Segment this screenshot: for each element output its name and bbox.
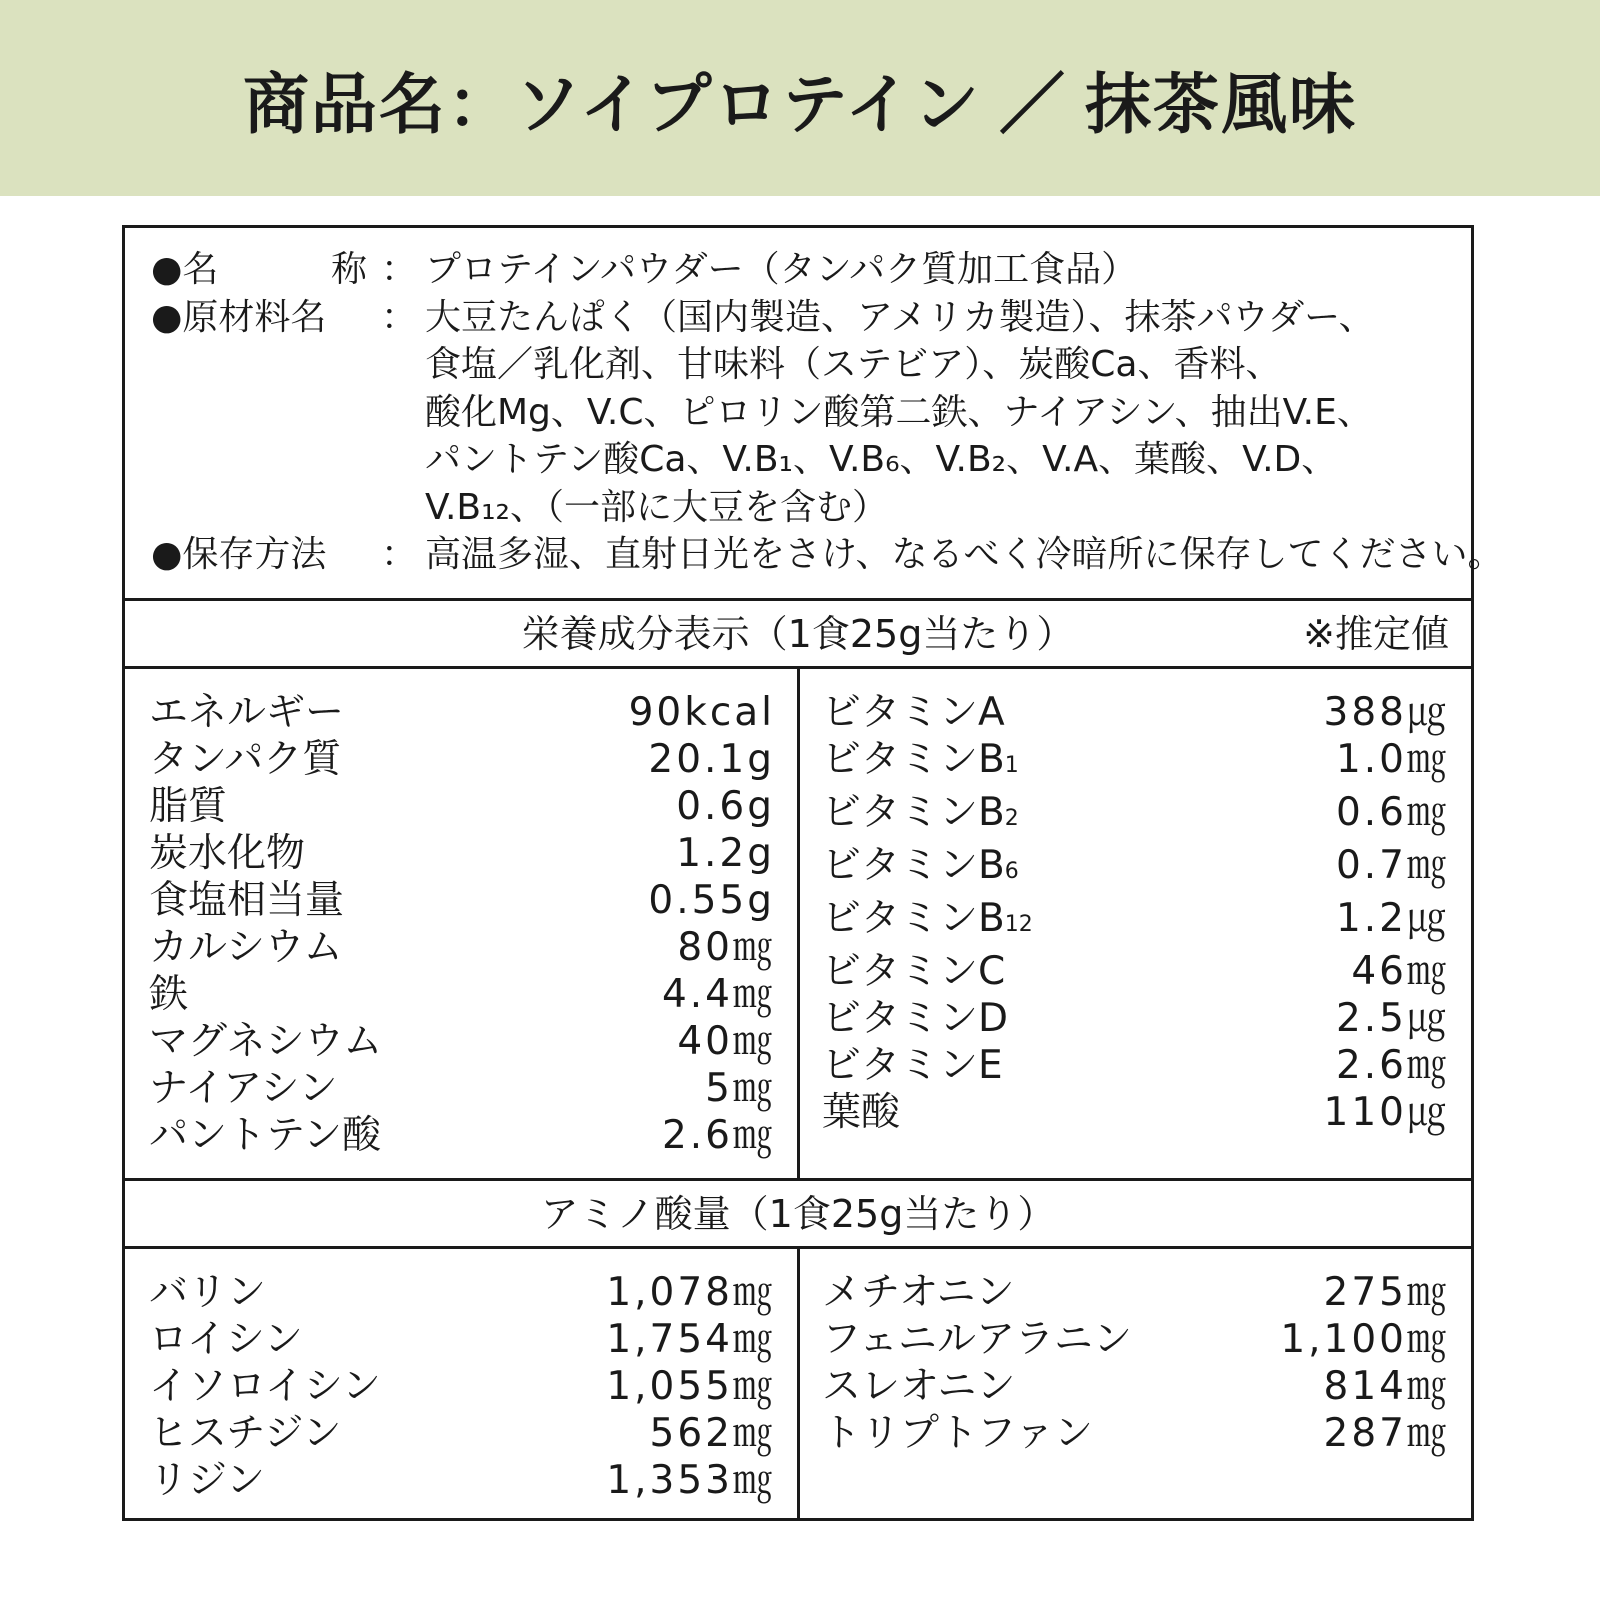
- row-value: 2.6㎎: [1335, 1043, 1449, 1088]
- table-row: [149, 689, 775, 736]
- row-label-text: マグネシウム: [149, 1019, 383, 1064]
- row-label: [149, 689, 344, 736]
- amino-column-right: [800, 1249, 1471, 1518]
- amino-column-left: [125, 1249, 800, 1518]
- row-label-text: 葉酸: [822, 1090, 901, 1135]
- row-label-text: イソロイシン: [149, 1364, 381, 1409]
- row-value: 2.6㎎: [661, 1113, 775, 1158]
- row-value: 1,055㎎: [606, 1364, 775, 1409]
- row-label: [149, 1363, 381, 1410]
- row-label: [822, 895, 1033, 948]
- row-label: [149, 1410, 341, 1457]
- row-value: 0.7㎎: [1335, 843, 1449, 888]
- table-row: [149, 736, 775, 783]
- table-row: [149, 877, 775, 924]
- row-value: 1.0㎎: [1335, 737, 1449, 782]
- table-row: [149, 1065, 775, 1112]
- row-value: 275㎎: [1323, 1270, 1449, 1315]
- table-row: [822, 1363, 1449, 1410]
- row-label-text: タンパク質: [149, 737, 342, 782]
- amino-header: [125, 1181, 1471, 1249]
- row-value: 1.2㎍: [1335, 896, 1449, 941]
- amino-title: アミノ酸量（1食25g当たり）: [540, 1192, 1056, 1236]
- row-value: 1,353㎎: [606, 1458, 775, 1503]
- row-value: 46㎎: [1351, 949, 1449, 994]
- row-label-text: ビタミンE: [822, 1043, 1003, 1088]
- row-value: 5㎎: [705, 1066, 775, 1111]
- row-label: [149, 1112, 381, 1159]
- info-colon: ：: [381, 249, 418, 290]
- nutrition-note: ※推定値: [1303, 612, 1449, 656]
- row-label: [822, 842, 1019, 895]
- row-label: [822, 689, 1005, 736]
- row-value: 1,078㎎: [606, 1270, 775, 1315]
- info-key-storage: [151, 531, 381, 579]
- row-label: [149, 1269, 266, 1316]
- table-row: [149, 1316, 775, 1363]
- row-label: [149, 830, 305, 877]
- ingredients-line: パントテン酸Ca、V.B₁、V.B₆、V.B₂、V.A、葉酸、V.D、: [425, 439, 1338, 480]
- row-value: 0.6㎎: [1335, 790, 1449, 835]
- row-label-text: メチオニン: [822, 1270, 1015, 1315]
- table-row: [149, 783, 775, 830]
- row-label-text: ビタミンC: [822, 949, 1006, 994]
- table-row: [149, 924, 775, 971]
- row-label: [149, 924, 343, 971]
- row-label: [822, 948, 1005, 995]
- row-value: 1.2g: [676, 831, 775, 876]
- row-label-text: バリン: [149, 1270, 267, 1315]
- row-label-text: フェニルアラニン: [822, 1317, 1133, 1362]
- info-key-storage-label: ●保存方法: [151, 534, 327, 575]
- info-value-storage: 高温多湿、直射日光をさけ、なるべく冷暗所に保存してください。: [425, 534, 1504, 575]
- info-value-ingredients: [425, 294, 1375, 532]
- row-value: 1,754㎎: [606, 1317, 775, 1362]
- row-label: [149, 1018, 382, 1065]
- info-colon: ：: [381, 296, 418, 338]
- row-label-subscript: 2: [1004, 806, 1019, 831]
- nutrition-column-right: [800, 669, 1471, 1181]
- table-row: [822, 1269, 1449, 1316]
- row-value: 40㎎: [677, 1019, 775, 1064]
- info-key-name: [151, 246, 381, 294]
- row-label-text: リジン: [149, 1458, 266, 1503]
- row-value: 562㎎: [649, 1411, 775, 1456]
- row-label-subscript: 6: [1004, 859, 1019, 884]
- table-row: [822, 1316, 1449, 1363]
- ingredients-line: 酸化Mg、V.C、ピロリン酸第二鉄、ナイアシン、抽出V.E、: [425, 391, 1373, 433]
- amino-table: [125, 1249, 1471, 1518]
- table-row: [149, 830, 775, 877]
- table-row: [822, 995, 1449, 1042]
- table-row: [149, 1269, 775, 1316]
- label-panel: [122, 225, 1504, 1521]
- row-label-subscript: 12: [1004, 912, 1033, 937]
- row-label-text: ビタミンA: [822, 690, 1005, 735]
- info-key-name-part1: ●名: [151, 249, 219, 290]
- row-value: 110㎍: [1323, 1090, 1449, 1135]
- product-flavor: 抹茶風味: [1085, 65, 1358, 143]
- row-label: [822, 789, 1019, 842]
- table-row: [822, 789, 1449, 842]
- row-label: [822, 1410, 1093, 1457]
- row-label: [822, 1269, 1015, 1316]
- row-value: 287㎎: [1323, 1411, 1449, 1456]
- row-label-text: カルシウム: [149, 925, 343, 970]
- product-colon: ：: [446, 65, 515, 143]
- table-row: [149, 1457, 775, 1504]
- row-label: [149, 736, 341, 783]
- row-value: 0.55g: [648, 878, 775, 923]
- table-row: [822, 1042, 1449, 1089]
- ingredients-line: 食塩／乳化剤、甘味料（ステビア）、炭酸Ca、香料、: [425, 344, 1282, 385]
- row-label: [149, 1457, 265, 1504]
- row-label: [822, 1363, 1015, 1410]
- product-name: ソイプロテイン: [514, 65, 982, 143]
- nutrition-table: [125, 669, 1471, 1181]
- row-label: [149, 1316, 303, 1363]
- row-label-text: ナイアシン: [149, 1066, 338, 1111]
- info-key-ingredients: [151, 294, 381, 532]
- info-key-name-part2: 称: [330, 249, 367, 290]
- table-row: [822, 1089, 1449, 1136]
- info-colon: ：: [381, 534, 418, 575]
- table-row: [149, 1363, 775, 1410]
- table-row: [822, 689, 1449, 736]
- row-value: 4.4㎎: [661, 972, 775, 1017]
- table-row: [822, 895, 1449, 948]
- row-label-text: 脂質: [149, 784, 228, 829]
- row-label-text: スレオニン: [822, 1364, 1016, 1409]
- row-label: [149, 971, 188, 1018]
- row-value: 1,100㎎: [1280, 1317, 1449, 1362]
- row-value: 0.6g: [676, 784, 775, 829]
- info-value-name: プロテインパウダー（タンパク質加工食品）: [425, 249, 1138, 290]
- row-label: [149, 1065, 338, 1112]
- product-slash: ／: [999, 65, 1068, 143]
- row-label-text: ヒスチジン: [149, 1411, 342, 1456]
- info-row-storage: [151, 531, 1504, 579]
- row-value: 814㎎: [1323, 1364, 1449, 1409]
- product-banner: [0, 0, 1600, 196]
- table-row: [822, 736, 1449, 789]
- row-label-subscript: 1: [1004, 753, 1019, 778]
- row-value: 388㎍: [1323, 690, 1449, 735]
- table-row: [149, 971, 775, 1018]
- row-label: [822, 1089, 900, 1136]
- row-label: [822, 1042, 1003, 1089]
- row-label-text: ビタミンD: [822, 996, 1009, 1041]
- row-label-text: ロイシン: [149, 1317, 303, 1362]
- table-row: [822, 1410, 1449, 1457]
- row-value: 80㎎: [677, 925, 775, 970]
- table-row: [149, 1112, 775, 1159]
- table-row: [822, 842, 1449, 895]
- row-label: [822, 1316, 1132, 1363]
- ingredients-line: V.B₁₂、（一部に大豆を含む）: [425, 486, 888, 528]
- info-row-ingredients: [151, 294, 1471, 532]
- row-label: [149, 877, 344, 924]
- row-label: [822, 995, 1008, 1042]
- product-label: 商品名: [242, 65, 447, 143]
- table-row: [822, 948, 1449, 995]
- nutrition-header: [125, 601, 1471, 669]
- row-label-text: ビタミンB: [822, 790, 1005, 835]
- row-label-text: パントテン酸: [149, 1113, 382, 1158]
- row-label: [822, 736, 1019, 789]
- nutrition-column-left: [125, 669, 800, 1181]
- row-value: 20.1g: [648, 737, 775, 782]
- row-label-text: トリプトファン: [822, 1411, 1094, 1456]
- row-label: [149, 783, 227, 830]
- info-key-ingredients-label: ●原材料名: [151, 296, 327, 338]
- product-info-section: [125, 228, 1504, 601]
- row-label-text: ビタミンB: [822, 737, 1005, 782]
- nutrition-title: 栄養成分表示（1食25g当たり）: [521, 612, 1075, 656]
- row-value: 90kcal: [628, 690, 775, 735]
- row-label-text: ビタミンB: [822, 896, 1005, 941]
- row-label-text: 鉄: [149, 972, 189, 1017]
- row-label-text: 炭水化物: [149, 831, 306, 876]
- row-value: 2.5㎍: [1335, 996, 1449, 1041]
- product-title: [243, 51, 1357, 146]
- table-row: [149, 1018, 775, 1065]
- table-row: [149, 1410, 775, 1457]
- row-label-text: ビタミンB: [822, 843, 1005, 888]
- info-row-name: [151, 246, 1471, 294]
- row-label-text: 食塩相当量: [149, 878, 345, 923]
- row-label-text: エネルギー: [149, 690, 345, 735]
- ingredients-line: 大豆たんぱく（国内製造、アメリカ製造）、抹茶パウダー、: [425, 296, 1375, 338]
